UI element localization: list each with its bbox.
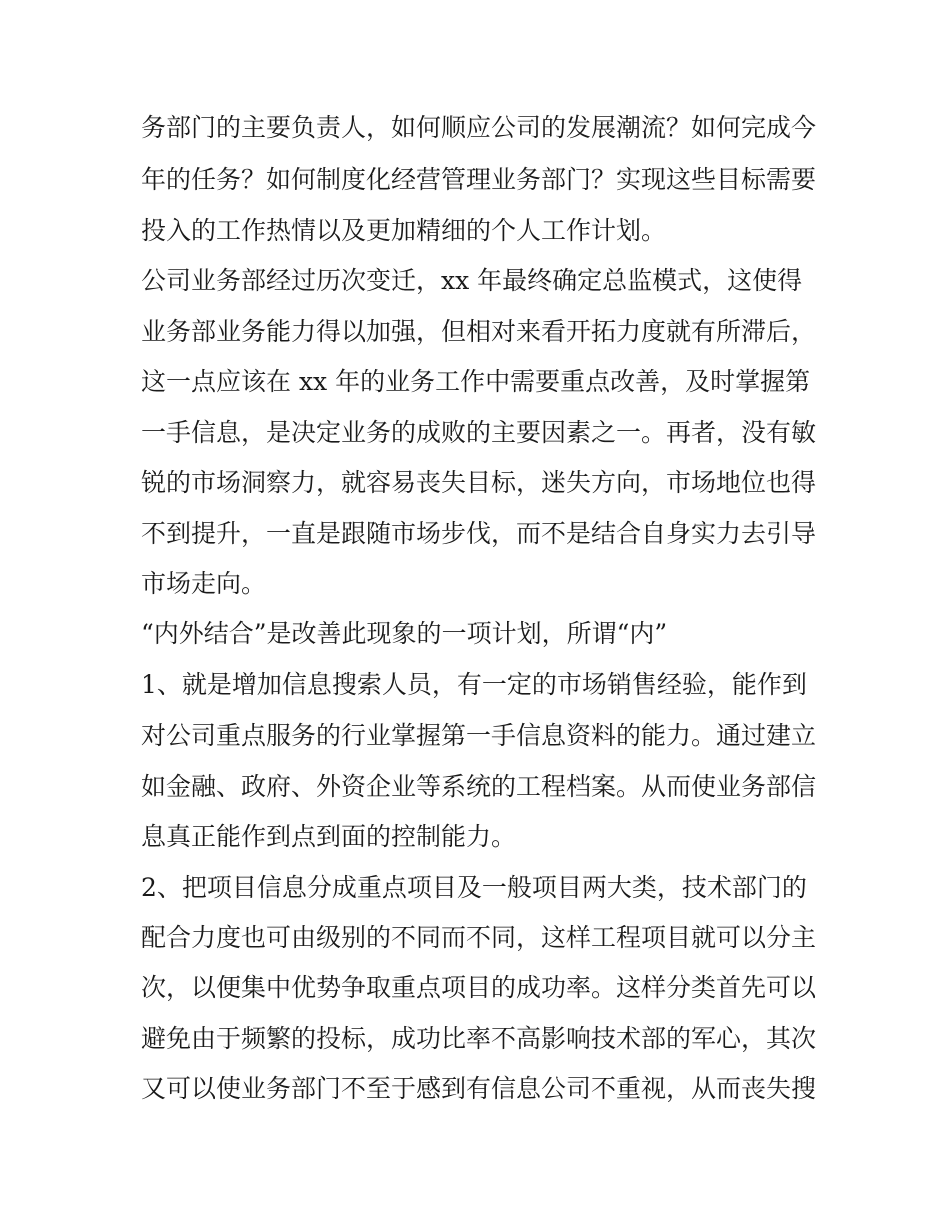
text-line: 这一点应该在 xx 年的业务工作中需要重点改善，及时掌握第	[141, 367, 811, 396]
text-line: 年的任务？如何制度化经营管理业务部门？实现这些目标需要	[141, 165, 817, 194]
text-line: 1、就是增加信息搜索人员，有一定的市场销售经验，能作到	[141, 670, 807, 699]
text-line: 一手信息，是决定业务的成败的主要因素之一。再者，没有敏	[141, 418, 817, 447]
text-line: 务部门的主要负责人，如何顺应公司的发展潮流？如何完成今	[141, 113, 817, 142]
text-line: 对公司重点服务的行业掌握第一手信息资料的能力。通过建立	[141, 721, 817, 750]
text-line: 业务部业务能力得以加强，但相对来看开拓力度就有所滞后，	[141, 317, 817, 346]
text-line: 息真正能作到点到面的控制能力。	[141, 822, 517, 851]
text-line: 避免由于频繁的投标，成功比率不高影响技术部的军心，其次	[141, 1024, 817, 1053]
text-line: 公司业务部经过历次变迁，xx 年最终确定总监模式，这使得	[141, 266, 803, 295]
text-line: 次，以便集中优势争取重点项目的成功率。这样分类首先可以	[141, 973, 817, 1002]
text-line: “内外结合”是改善此现象的一项计划，所谓“内”	[141, 619, 668, 648]
text-line: 不到提升，一直是跟随市场步伐，而不是结合自身实力去引导	[141, 519, 817, 548]
text-line: 又可以使业务部门不至于感到有信息公司不重视，从而丧失搜	[141, 1074, 817, 1103]
text-line: 配合力度也可由级别的不同而不同，这样工程项目就可以分主	[141, 923, 817, 952]
text-line: 投入的工作热情以及更加精细的个人工作计划。	[141, 216, 667, 245]
text-line: 如金融、政府、外资企业等系统的工程档案。从而使业务部信	[141, 772, 817, 801]
text-line: 2、把项目信息分成重点项目及一般项目两大类，技术部门的	[141, 873, 807, 902]
text-line: 市场走向。	[141, 569, 267, 598]
text-line: 锐的市场洞察力，就容易丧失目标，迷失方向，市场地位也得	[141, 468, 817, 497]
